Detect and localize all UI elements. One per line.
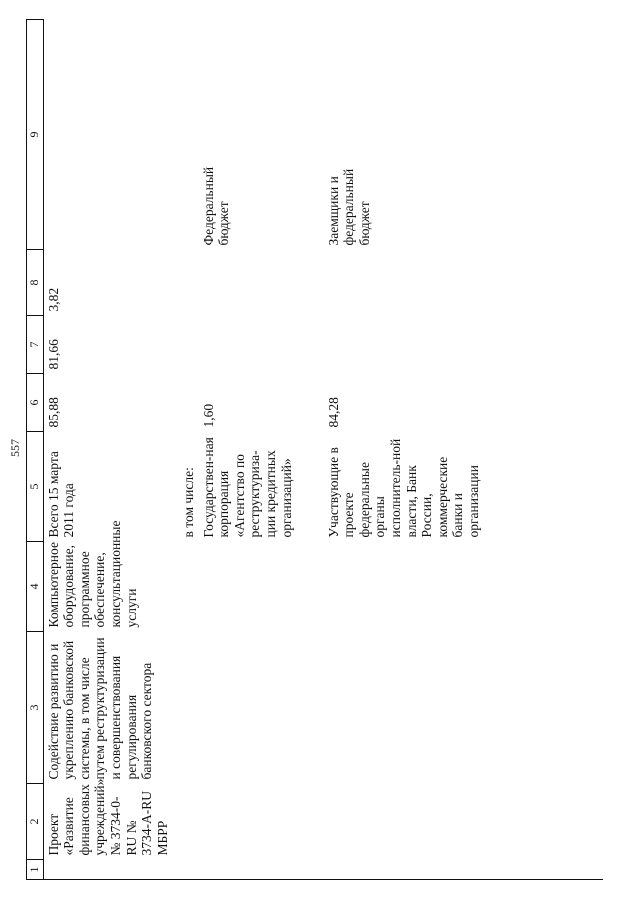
project-name: Проект «Развитие финансовых учреждений» № 3734-0-RU № 3734-A-RU МБРР bbox=[45, 778, 170, 856]
cell-items bbox=[43, 520, 603, 632]
including-label: в том числе: bbox=[180, 467, 196, 538]
participant-agency: Государствен-ная корпорация «Агентство по реструктуриза-ции кредитных организаций» bbox=[200, 437, 294, 538]
col-header-6: 6 bbox=[27, 374, 44, 432]
col-header-1: 1 bbox=[27, 860, 44, 880]
col6-federal-bodies: 84,28 bbox=[325, 397, 341, 428]
table-row bbox=[43, 20, 603, 880]
participant-federal-bodies: Участвующие в проекте федеральные органы исполнитель-ной власти, Банк России, коммерческие банки и организации bbox=[325, 438, 481, 538]
procured-items: Компьютерное оборудование, программное обеспечение, консультационные услуги bbox=[45, 520, 139, 628]
col-header-9: 9 bbox=[27, 20, 44, 250]
page-number: 557 bbox=[8, 439, 22, 457]
cell-col8 bbox=[43, 250, 603, 316]
col-header-2: 2 bbox=[27, 784, 44, 860]
cell-project-name bbox=[43, 778, 603, 860]
col-header-7: 7 bbox=[27, 316, 44, 374]
column-number-header bbox=[27, 20, 44, 880]
total-label: Всего 15 марта 2011 года bbox=[45, 451, 77, 538]
col-header-5: 5 bbox=[27, 432, 44, 542]
cell-col7 bbox=[43, 316, 603, 374]
col-header-4: 4 bbox=[27, 542, 44, 632]
col7-total: 81,66 bbox=[45, 339, 61, 370]
cell-col6 bbox=[43, 374, 603, 432]
cell-goal bbox=[43, 632, 603, 784]
project-table bbox=[26, 19, 603, 880]
funding-agency: Федеральный бюджет bbox=[200, 166, 232, 246]
col-header-8: 8 bbox=[27, 250, 44, 316]
cell-funding-source bbox=[43, 20, 603, 250]
col-header-3: 3 bbox=[27, 632, 44, 784]
col8-total: 3,82 bbox=[45, 287, 61, 312]
project-goal: Содействие развитию и укреплению банковской системы, в том числе путем реструктуризации и совершенствования регулирования банковского сектора bbox=[45, 637, 155, 780]
cell-col1 bbox=[43, 860, 603, 880]
cell-participants bbox=[43, 432, 603, 542]
col6-agency: 1,60 bbox=[200, 403, 216, 428]
funding-federal-bodies: Заемщики и федеральный бюджет bbox=[325, 168, 372, 246]
col6-total: 85,88 bbox=[45, 397, 61, 428]
